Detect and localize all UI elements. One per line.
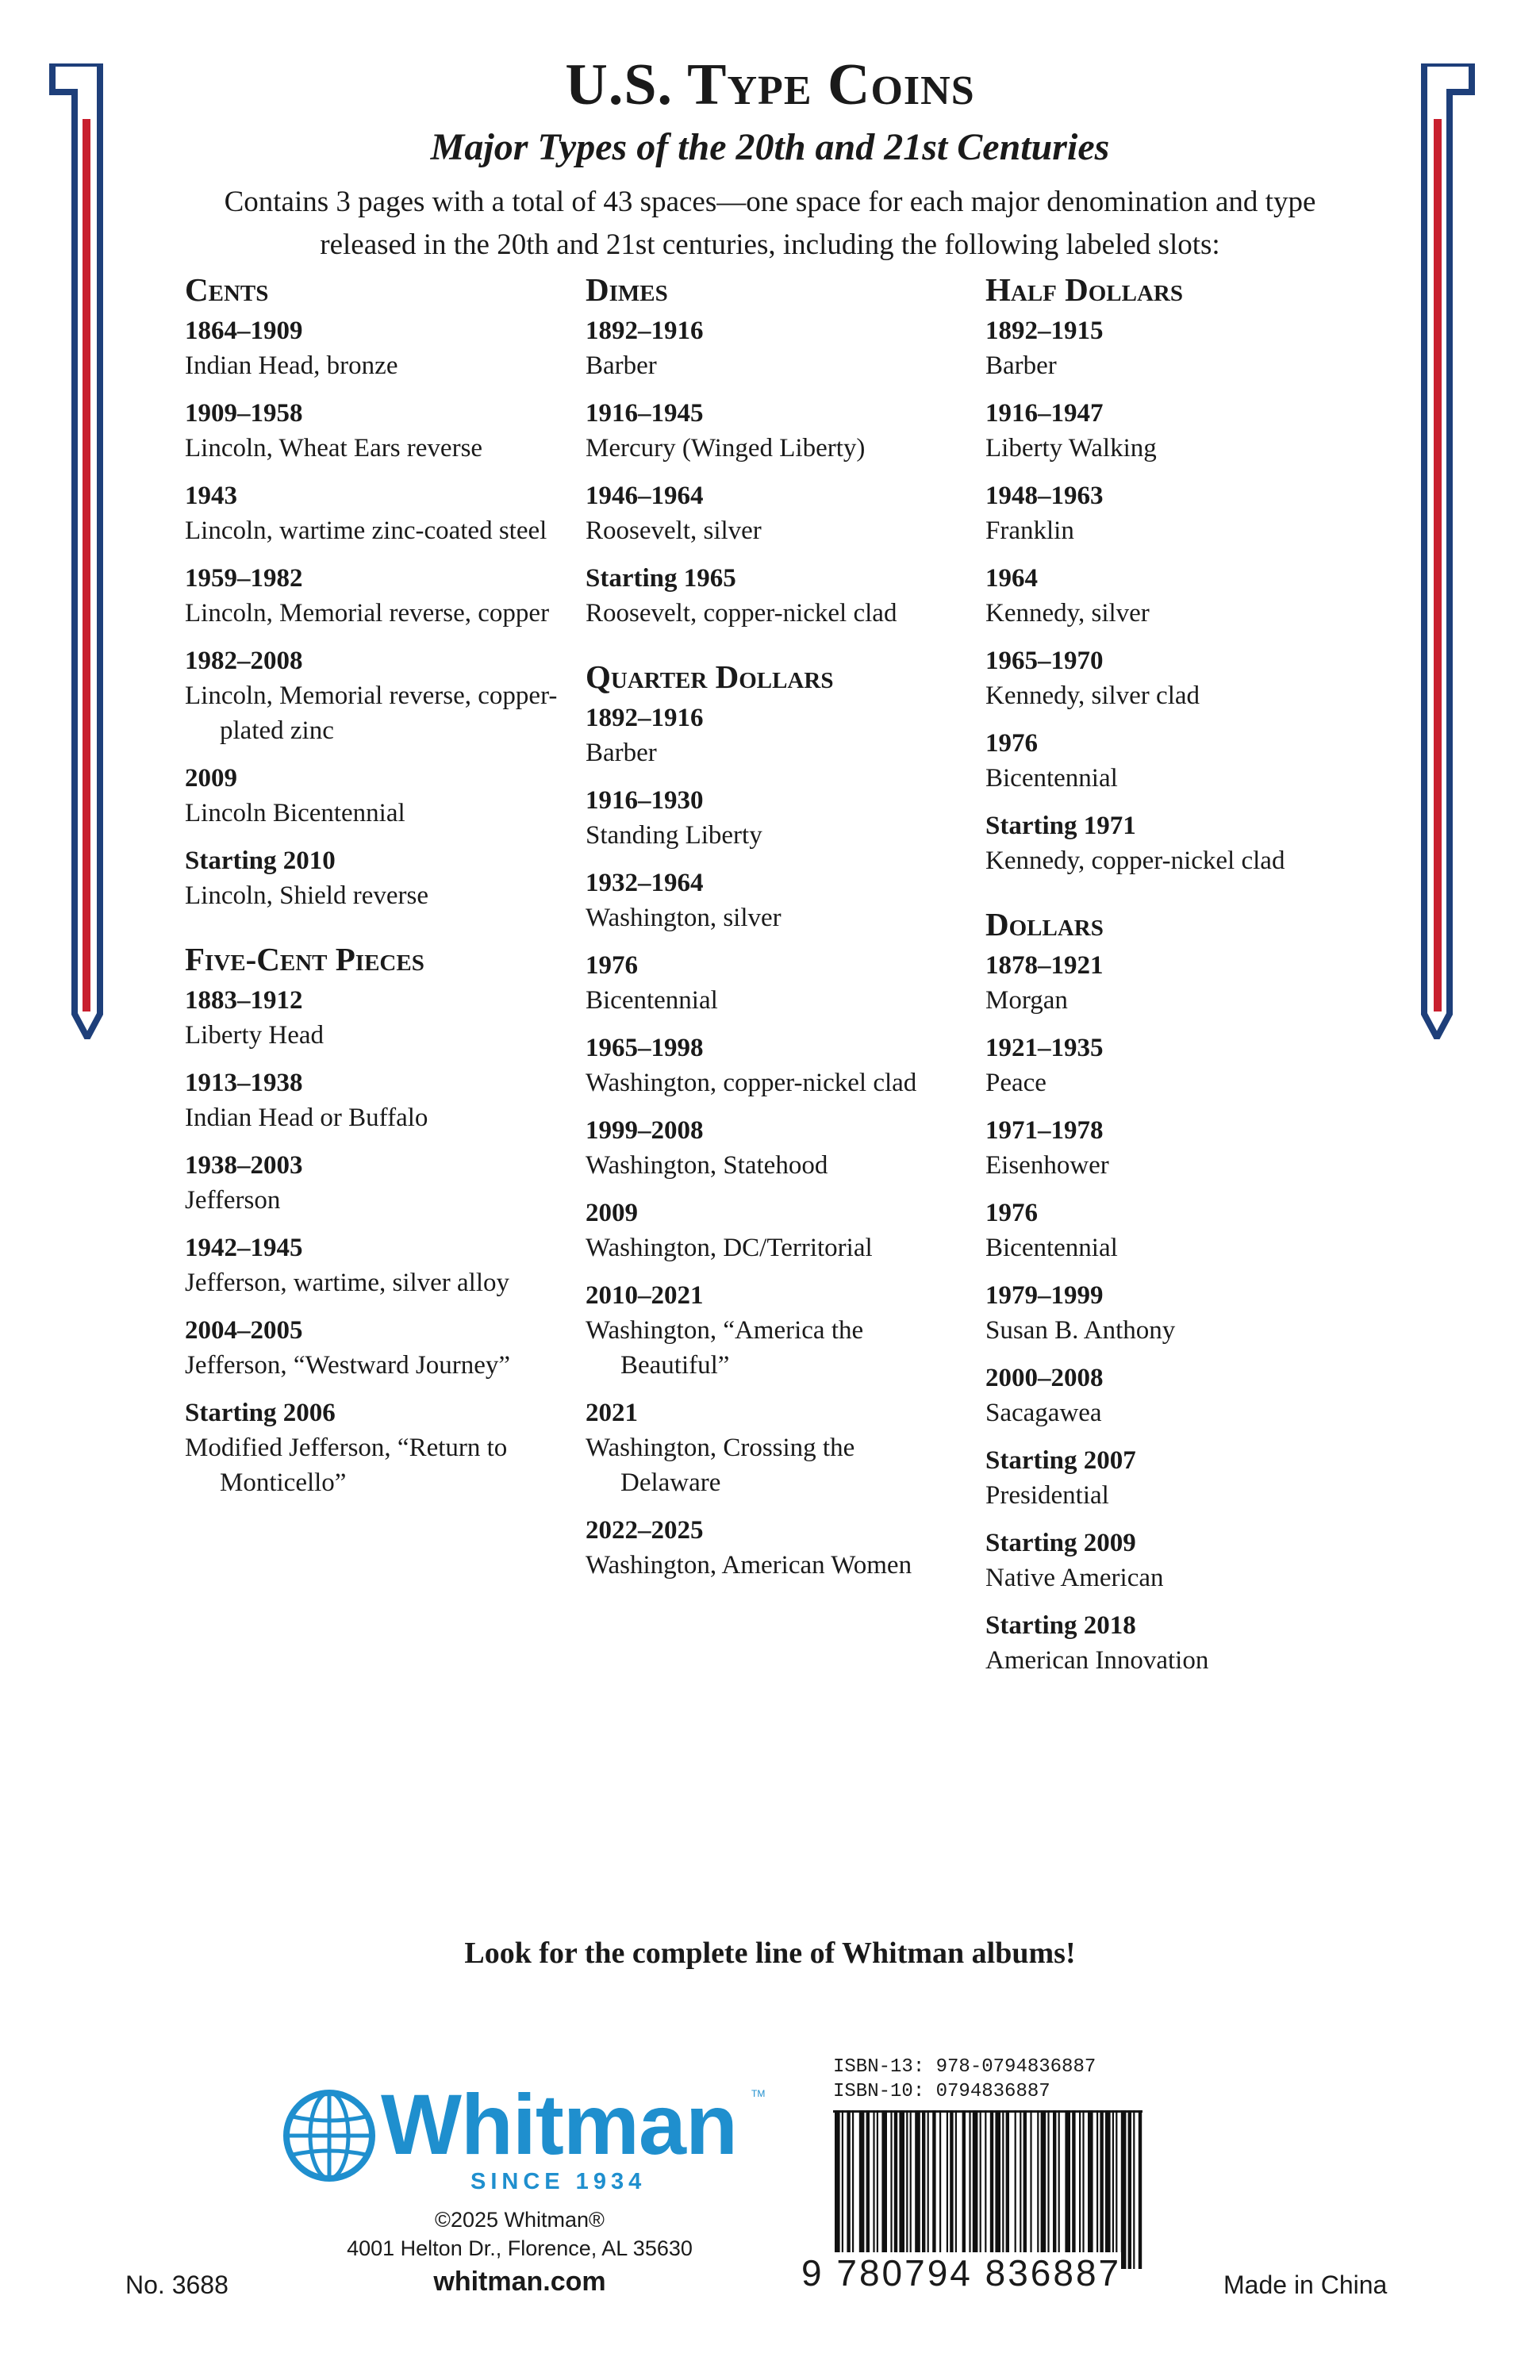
barcode-bar [1058, 2110, 1060, 2269]
list-item [185, 1148, 558, 1218]
list-item [586, 396, 958, 466]
list-item [586, 1031, 958, 1100]
entry-years: 1976 [985, 729, 1038, 758]
barcode-bar [1065, 2110, 1070, 2269]
entry-years: Starting 2006 [185, 1399, 336, 1427]
page-subtitle: Major Types of the 20th and 21st Centuries [430, 126, 1110, 168]
item-number: No. 3688 [125, 2271, 229, 2299]
entry-years: 2000–2008 [985, 1364, 1104, 1392]
entry-years: 1965–1998 [586, 1034, 704, 1062]
barcode-bar [1053, 2110, 1056, 2269]
entry-desc: Liberty Walking [985, 434, 1157, 463]
entry-desc: Eisenhower [985, 1151, 1109, 1180]
entry-years: 1946–1964 [586, 482, 704, 510]
barcode-bar [985, 2110, 986, 2269]
barcode-bar [1082, 2110, 1084, 2269]
barcode-bar [932, 2110, 935, 2269]
entry-desc: Bicentennial [586, 986, 718, 1015]
barcode-bar [899, 2110, 904, 2269]
barcode-bar [1128, 2110, 1131, 2269]
barcode-bar [1030, 2110, 1031, 2269]
copyright: ©2025 Whitman® [435, 2208, 605, 2232]
barcode-bar [1096, 2110, 1098, 2269]
entry-desc: Lincoln, Wheat Ears reverse [185, 434, 483, 463]
entry-years: 1916–1947 [985, 399, 1104, 428]
list-item [985, 1031, 1358, 1100]
barcode-bar [1023, 2110, 1027, 2269]
entry-years: 1976 [985, 1199, 1038, 1227]
barcode-bar [835, 2110, 840, 2269]
barcode-bar [915, 2110, 920, 2269]
entry-years: 1878–1921 [985, 951, 1104, 980]
entry-desc: Bicentennial [985, 1234, 1118, 1262]
entry-years: 2010–2021 [586, 1281, 704, 1310]
entry-desc: Washington, Crossing the Delaware [586, 1434, 855, 1497]
list-item [586, 783, 958, 853]
barcode-bar [866, 2110, 870, 2269]
barcode-bar [1105, 2110, 1111, 2269]
entry-desc: American Innovation [985, 1646, 1209, 1675]
barcode-bar [881, 2110, 887, 2269]
list-item [185, 1313, 558, 1383]
entry-desc: Modified Jefferson, “Return to Monticello” [185, 1434, 508, 1497]
globe-icon [282, 2088, 377, 2183]
section-title: Five-Cent Pieces [185, 941, 424, 977]
entry-years: 1938–2003 [185, 1151, 303, 1180]
intro-text: Contains 3 pages with a total of 43 spaces—one space for each major denomination and type released in the 20th and 21st centuries, including the following labeled slots: [224, 186, 1316, 261]
barcode-bar [1116, 2110, 1117, 2269]
entry-years: Starting 1971 [985, 812, 1136, 840]
barcode-bar [894, 2110, 897, 2269]
entry-years: 1864–1909 [185, 317, 303, 345]
entry-desc: Standing Liberty [586, 821, 762, 850]
entry-years: 1942–1945 [185, 1234, 303, 1262]
entry-desc: Kennedy, silver clad [985, 681, 1200, 710]
barcode-bar [1100, 2110, 1103, 2269]
barcode-bar [1047, 2110, 1049, 2269]
entry-years: 1921–1935 [985, 1034, 1104, 1062]
entry-desc: Washington, silver [586, 904, 782, 932]
entry-years: 2022–2025 [586, 1516, 704, 1545]
entry-years: 1999–2008 [586, 1116, 704, 1145]
albums-callout: Look for the complete line of Whitman albums! [464, 1937, 1076, 1970]
entry-years: 1916–1945 [586, 399, 704, 428]
barcode-bar [980, 2110, 981, 2269]
list-item [985, 1278, 1358, 1348]
entry-desc: Indian Head, bronze [185, 351, 398, 380]
section-title: Quarter Dollars [586, 658, 834, 695]
column-right [985, 271, 1358, 1708]
entry-desc: Lincoln, Shield reverse [185, 881, 428, 910]
list-item [185, 478, 558, 548]
barcode-bar [1072, 2110, 1075, 2269]
list-item [185, 396, 558, 466]
list-item [586, 1513, 958, 1583]
publisher-info [341, 2205, 698, 2301]
barcode-bar [906, 2110, 908, 2269]
list-item [985, 396, 1358, 466]
list-item [185, 561, 558, 631]
list-item [586, 478, 958, 548]
entry-years: 2009 [185, 764, 237, 793]
entry-years: 2009 [586, 1199, 638, 1227]
barcode-bar [1037, 2110, 1039, 2269]
barcode-bar [1121, 2110, 1127, 2269]
barcode-bar [969, 2110, 970, 2269]
entry-years: 1943 [185, 482, 237, 510]
list-item [586, 561, 958, 631]
entry-desc: Jefferson [185, 1186, 281, 1215]
entry-desc: Barber [586, 739, 657, 767]
list-item [985, 726, 1358, 796]
whitman-logo [282, 2076, 766, 2194]
list-item [185, 1395, 558, 1500]
barcode-bar [1112, 2110, 1114, 2269]
section-cents [185, 271, 558, 913]
barcode-bar [1139, 2110, 1142, 2269]
section-five-cent-pieces [185, 943, 558, 1500]
barcode-bar [842, 2110, 843, 2269]
entry-desc: Barber [985, 351, 1057, 380]
barcode-bar [910, 2110, 912, 2269]
entry-desc: Kennedy, silver [985, 599, 1150, 628]
entry-desc: Washington, Statehood [586, 1151, 828, 1180]
column-middle [586, 271, 958, 1613]
list-item [985, 561, 1358, 631]
entry-years: 1982–2008 [185, 647, 303, 675]
entry-years: 2021 [586, 1399, 638, 1427]
list-item [985, 1196, 1358, 1265]
entry-desc: Washington, copper-nickel clad [586, 1069, 917, 1097]
barcode-bar [873, 2110, 874, 2269]
column-left [185, 271, 558, 1530]
list-item [985, 1608, 1358, 1678]
entry-desc: Peace [985, 1069, 1047, 1097]
entry-years: 1909–1958 [185, 399, 303, 428]
entry-desc: Sacagawea [985, 1399, 1102, 1427]
entry-years: 1959–1982 [185, 564, 303, 593]
list-item [185, 983, 558, 1053]
barcode-bar [1015, 2110, 1016, 2269]
barcode [833, 2110, 1143, 2269]
entry-desc: Morgan [985, 986, 1068, 1015]
page-title: U.S. Type Coins [565, 52, 975, 117]
entry-desc: Barber [586, 351, 657, 380]
barcode-bar [947, 2110, 948, 2269]
barcode-bar [973, 2110, 978, 2269]
barcode-bar [1088, 2110, 1093, 2269]
section-dimes [586, 271, 958, 631]
entry-years: 1883–1912 [185, 986, 303, 1015]
barcode-bar [927, 2110, 929, 2269]
list-item [185, 843, 558, 913]
entry-desc: Franklin [985, 516, 1074, 545]
website-link[interactable]: whitman.com [433, 2267, 606, 2297]
address: 4001 Helton Dr., Florence, AL 35630 [347, 2236, 693, 2260]
entry-years: 1965–1970 [985, 647, 1104, 675]
list-item [586, 948, 958, 1018]
entry-desc: Roosevelt, copper-nickel clad [586, 599, 897, 628]
barcode-bar [939, 2110, 941, 2269]
barcode-bar [990, 2110, 993, 2269]
entry-desc: Jefferson, wartime, silver alloy [185, 1269, 510, 1297]
barcode-bar [847, 2110, 850, 2269]
list-item [985, 808, 1358, 878]
barcode-bar [1041, 2110, 1047, 2269]
section-title: Half Dollars [985, 271, 1184, 308]
entry-years: 1979–1999 [985, 1281, 1104, 1310]
list-item [185, 1065, 558, 1135]
list-item [985, 1361, 1358, 1430]
barcode-bar [995, 2110, 1000, 2269]
entry-desc: Liberty Head [185, 1021, 325, 1050]
header [0, 52, 1540, 267]
barcode-bar [922, 2110, 925, 2269]
list-item [185, 313, 558, 383]
list-item [586, 1395, 958, 1500]
barcode-bar [1133, 2110, 1135, 2269]
section-half-dollars [985, 271, 1358, 878]
barcode-digits: 9 780794 836887 [801, 2252, 1122, 2294]
entry-years: Starting 1965 [586, 564, 736, 593]
entry-years: Starting 2018 [985, 1611, 1136, 1640]
barcode-bar [950, 2110, 953, 2269]
barcode-bar [955, 2110, 957, 2269]
section-title: Dollars [985, 906, 1104, 942]
entry-desc: Lincoln, wartime zinc-coated steel [185, 516, 547, 545]
list-item [185, 761, 558, 831]
entry-desc: Kennedy, copper-nickel clad [985, 846, 1285, 875]
barcode-bar [890, 2110, 892, 2269]
list-item [586, 1278, 958, 1383]
list-item [985, 1443, 1358, 1513]
entry-years: 1964 [985, 564, 1038, 593]
list-item [586, 866, 958, 935]
barcode-bar [1079, 2110, 1081, 2269]
entry-desc: Lincoln Bicentennial [185, 799, 405, 827]
entry-years: 1976 [586, 951, 638, 980]
entry-years: 1948–1963 [985, 482, 1104, 510]
section-title: Cents [185, 271, 269, 308]
list-item [586, 1113, 958, 1183]
entry-desc: Lincoln, Memorial reverse, copper-plated zinc [185, 681, 558, 745]
list-item [985, 948, 1358, 1018]
section-quarter-dollars [586, 658, 958, 1583]
barcode-bar [877, 2110, 878, 2269]
list-item [586, 1196, 958, 1265]
list-item [586, 313, 958, 383]
section-dollars [985, 908, 1358, 1678]
barcode-bar [1006, 2110, 1009, 2269]
country-of-origin: Made in China [1223, 2271, 1388, 2299]
isbn-10: ISBN-10: 0794836887 [833, 2081, 1050, 2102]
entry-years: Starting 2010 [185, 846, 336, 875]
entry-desc: Roosevelt, silver [586, 516, 762, 545]
barcode-bar [859, 2110, 865, 2269]
isbn-13: ISBN-13: 978-0794836887 [833, 2056, 1096, 2078]
barcode-bar [1020, 2110, 1021, 2269]
entry-desc: Washington, American Women [586, 1551, 912, 1580]
list-item [985, 1113, 1358, 1183]
entry-desc: Jefferson, “Westward Journey” [185, 1351, 511, 1380]
barcode-bar [852, 2110, 854, 2269]
entry-desc: Susan B. Anthony [985, 1316, 1176, 1345]
entry-years: 1932–1964 [586, 869, 704, 897]
entry-years: 1971–1978 [985, 1116, 1104, 1145]
entry-desc: Indian Head or Buffalo [185, 1104, 428, 1132]
list-item [985, 478, 1358, 548]
entry-years: Starting 2007 [985, 1446, 1136, 1475]
section-title: Dimes [586, 271, 668, 308]
entry-desc: Washington, DC/Territorial [586, 1234, 873, 1262]
entry-desc: Presidential [985, 1481, 1109, 1510]
barcode-bar [1002, 2110, 1004, 2269]
entry-years: Starting 2009 [985, 1529, 1136, 1557]
barcode-bar [962, 2110, 966, 2269]
entry-desc: Bicentennial [985, 764, 1118, 793]
entry-desc: Washington, “America the Beautiful” [586, 1316, 864, 1380]
entry-years: 1892–1916 [586, 704, 704, 732]
entry-years: 1916–1930 [586, 786, 704, 815]
entry-desc: Native American [985, 1564, 1164, 1592]
list-item [185, 1230, 558, 1300]
list-item [985, 1526, 1358, 1595]
entry-years: 1913–1938 [185, 1069, 303, 1097]
list-item [586, 701, 958, 770]
logo-tagline: SINCE 1934 [470, 2169, 647, 2194]
entry-years: 1892–1916 [586, 317, 704, 345]
logo-wordmark: Whitman [381, 2076, 737, 2172]
trademark-mark: TM [751, 2088, 766, 2099]
isbn-block [833, 2055, 1143, 2113]
entry-years: 2004–2005 [185, 1316, 303, 1345]
entry-desc: Lincoln, Memorial reverse, copper [185, 599, 550, 628]
list-item [985, 643, 1358, 713]
list-item [985, 313, 1358, 383]
list-item [185, 643, 558, 748]
entry-years: 1892–1915 [985, 317, 1104, 345]
entry-desc: Mercury (Winged Liberty) [586, 434, 866, 463]
